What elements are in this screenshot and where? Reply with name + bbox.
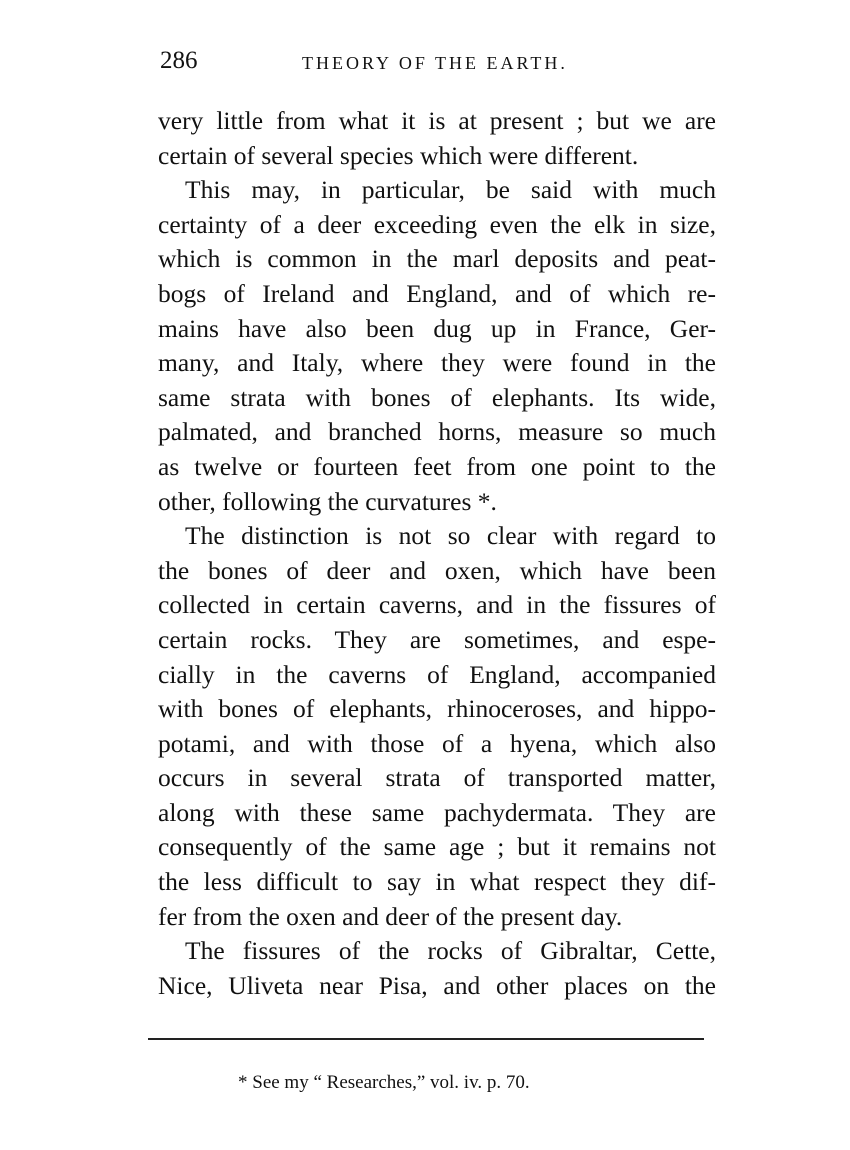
footnote: * See my “ Researches,” vol. iv. p. 70. xyxy=(238,1072,530,1093)
text-line: with bones of elephants, rhinoceroses, and hippo- xyxy=(158,694,716,724)
text-line: bogs of Ireland and England, and of which re- xyxy=(158,278,716,308)
paragraph xyxy=(158,934,716,1003)
text-line: the bones of deer and oxen, which have been xyxy=(158,555,716,585)
text-line: cially in the caverns of England, accompanied xyxy=(158,659,716,689)
text-line: certain rocks. They are sometimes, and espe- xyxy=(158,624,716,654)
footnote-rule xyxy=(148,1038,704,1040)
text-line: consequently of the same age ; but it remains not xyxy=(158,832,716,862)
text-line: fer from the oxen and deer of the present day. xyxy=(158,901,623,931)
text-line: The fissures of the rocks of Gibraltar, Cette, xyxy=(185,936,716,966)
text-line: This may, in particular, be said with much xyxy=(185,175,716,205)
text-line: occurs in several strata of transported matter, xyxy=(158,763,716,793)
text-line: very little from what it is at present ; but we are xyxy=(158,106,716,135)
text-line: palmated, and branched horns, measure so much xyxy=(158,417,716,447)
text-line: many, and Italy, where they were found in the xyxy=(158,348,716,378)
text-line: Nice, Uliveta near Pisa, and other places on the xyxy=(158,970,716,1000)
text-line: the less difficult to say in what respect they dif- xyxy=(158,867,716,897)
text-line: The distinction is not so clear with regard to xyxy=(185,521,716,551)
running-header xyxy=(160,44,720,78)
paragraph xyxy=(158,104,716,173)
text-line: collected in certain caverns, and in the fissures of xyxy=(158,590,716,620)
body-text xyxy=(158,104,716,1003)
running-title: THEORY OF THE EARTH. xyxy=(302,53,568,73)
text-line: which is common in the marl deposits and peat- xyxy=(158,244,716,274)
text-line: same strata with bones of elephants. Its wide, xyxy=(158,382,716,412)
text-line: other, following the curvatures *. xyxy=(158,486,497,516)
text-line: certainty of a deer exceeding even the elk in size, xyxy=(158,209,716,239)
page-number: 286 xyxy=(160,47,198,74)
paragraph xyxy=(158,519,716,934)
text-line: as twelve or fourteen feet from one point to the xyxy=(158,451,716,481)
text-line: mains have also been dug up in France, Ger- xyxy=(158,313,716,343)
text-line: along with these same pachydermata. They are xyxy=(158,797,716,827)
text-line: certain of several species which were different. xyxy=(158,140,639,170)
paragraph xyxy=(158,173,716,519)
text-line: potami, and with those of a hyena, which also xyxy=(158,728,716,758)
